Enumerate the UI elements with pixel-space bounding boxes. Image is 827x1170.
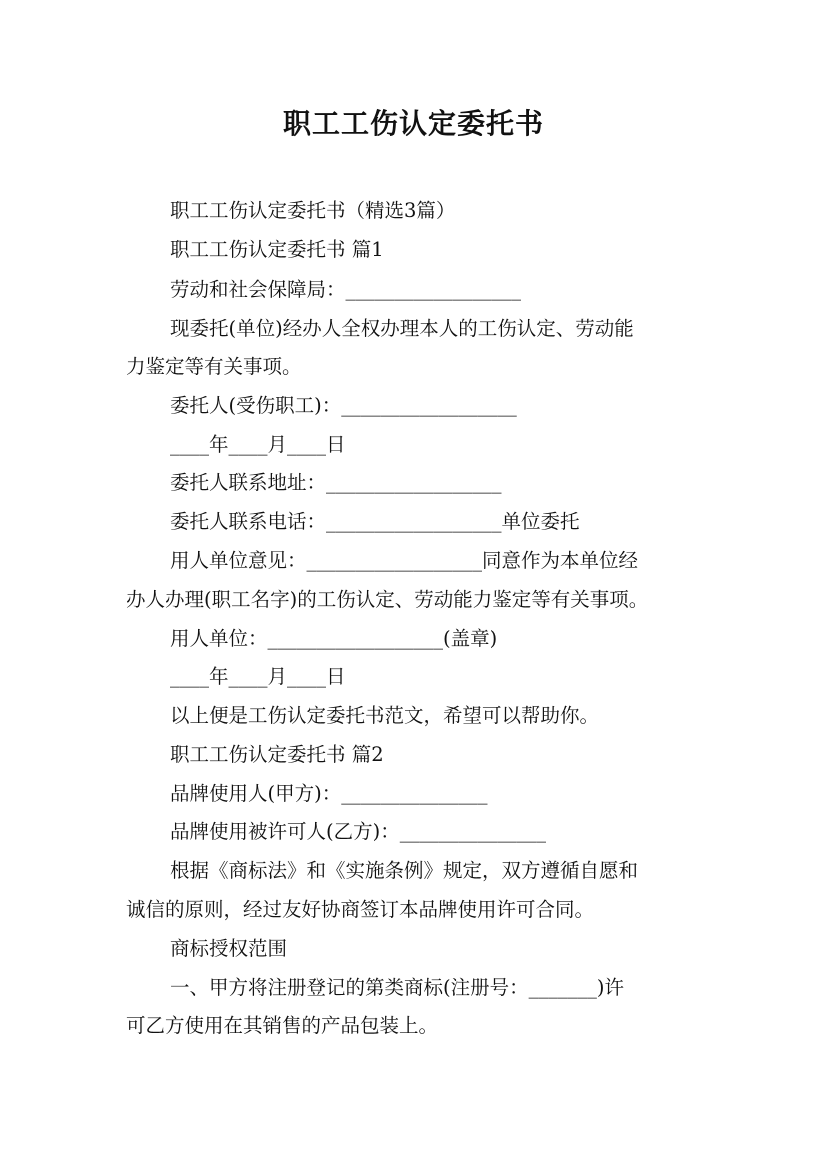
paragraph-line: 办人办理(职工名字)的工伤认定、劳动能力鉴定等有关事项。 (126, 588, 649, 611)
licensor-line: 品牌使用人(甲方)：_______________ (170, 782, 488, 805)
employer-seal-line: 用人单位：__________________(盖章) (170, 627, 498, 650)
section-heading-2: 职工工伤认定委托书 篇2 (170, 743, 384, 766)
address-line: 委托人联系地址：__________________ (170, 471, 502, 494)
principal-line: 委托人(受伤职工)：__________________ (170, 394, 517, 417)
closing-line: 以上便是工伤认定委托书范文，希望可以帮助你。 (170, 704, 600, 727)
document-title: 职工工伤认定委托书 (282, 107, 544, 140)
licensee-line: 品牌使用被许可人(乙方)：_______________ (170, 820, 546, 843)
paragraph-line: 现委托(单位)经办人全权办理本人的工伤认定、劳动能 (170, 317, 634, 340)
date-line: ____年____月____日 (170, 665, 346, 688)
phone-line: 委托人联系电话：__________________单位委托 (170, 510, 580, 533)
clause-heading: 商标授权范围 (170, 937, 288, 960)
paragraph-line: 根据《商标法》和《实施条例》规定，双方遵循自愿和 (170, 859, 639, 882)
date-line: ____年____月____日 (170, 433, 346, 456)
addressee-line: 劳动和社会保障局：__________________ (170, 278, 522, 301)
paragraph-line: 力鉴定等有关事项。 (126, 355, 302, 378)
employer-opinion-line: 用人单位意见：__________________同意作为本单位经 (170, 549, 639, 572)
paragraph-line: 一、甲方将注册登记的第类商标(注册号：_______)许 (170, 976, 624, 999)
paragraph-line: 诚信的原则，经过友好协商签订本品牌使用许可合同。 (126, 898, 595, 921)
paragraph-line: 可乙方使用在其销售的产品包装上。 (126, 1014, 439, 1037)
doc-subtitle: 职工工伤认定委托书（精选3篇） (170, 199, 456, 222)
section-heading-1: 职工工伤认定委托书 篇1 (170, 238, 384, 261)
